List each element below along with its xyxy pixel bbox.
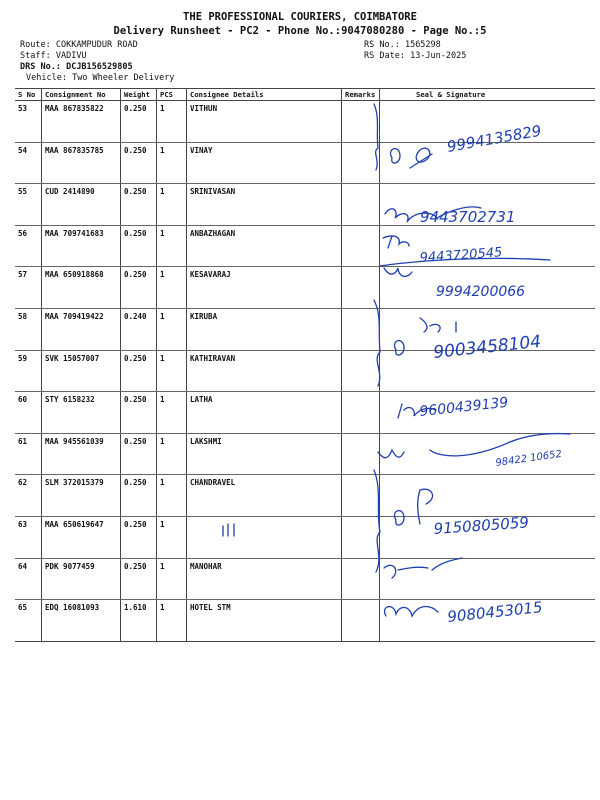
col-remarks-header: Remarks	[342, 89, 380, 100]
route-line	[20, 40, 138, 51]
runsheet-header	[0, 10, 600, 38]
remarks-cell	[342, 559, 380, 600]
consignment-cell-text: CUD 2414890	[45, 187, 95, 197]
weight-cell-text: 0.250	[124, 478, 147, 488]
consignment-cell	[42, 559, 121, 600]
pcs-cell-text: 1	[160, 145, 165, 155]
drs-label: DRS No.:	[20, 62, 61, 72]
pcs-cell	[157, 475, 187, 516]
rs-no-label: RS No.:	[364, 40, 400, 50]
consignment-cell	[42, 392, 121, 433]
weight-cell	[121, 101, 157, 142]
table-header	[15, 89, 595, 101]
weight-cell	[121, 351, 157, 392]
consignee-cell-text: CHANDRAVEL	[190, 478, 236, 488]
weight-cell-text: 0.250	[124, 145, 147, 155]
consignee-cell-text: LAKSHMI	[190, 436, 222, 446]
sno-cell-text: 61	[18, 436, 28, 446]
signature-cell	[380, 226, 595, 267]
col-pcs-header: PCS	[157, 89, 187, 100]
table-row	[15, 434, 595, 476]
remarks-cell	[342, 434, 380, 475]
weight-cell	[121, 600, 157, 641]
table-row	[15, 101, 595, 143]
table-body	[15, 101, 595, 641]
staff-line	[20, 51, 87, 62]
handwritten-phone: 98422 10652	[494, 448, 563, 469]
pcs-cell	[157, 184, 187, 225]
remarks-cell	[342, 600, 380, 641]
weight-cell	[121, 559, 157, 600]
handwritten-phone: 9443702731	[420, 208, 516, 226]
consignee-cell-text: HOTEL STM	[190, 603, 231, 613]
staff-label: Staff:	[20, 51, 51, 61]
sno-cell-text: 65	[18, 603, 28, 613]
consignee-cell	[187, 267, 342, 308]
sno-cell	[15, 475, 42, 516]
consignment-cell-text: MAA 709741683	[45, 228, 104, 238]
pcs-cell-text: 1	[160, 228, 165, 238]
rs-date-value: 13-Jun-2025	[410, 51, 467, 61]
vehicle-value: Two Wheeler Delivery	[72, 73, 175, 83]
consignment-cell	[42, 517, 121, 558]
rs-no-line	[364, 40, 441, 51]
consignment-cell-text: SVK 15057007	[45, 353, 100, 363]
signature-cell	[380, 143, 595, 184]
sno-cell	[15, 184, 42, 225]
weight-cell-text: 0.250	[124, 104, 147, 113]
pcs-cell-text: 1	[160, 353, 165, 363]
table-row	[15, 517, 595, 559]
sno-cell-text: 56	[18, 228, 28, 238]
col-weight-header: Weight	[121, 89, 157, 100]
consignment-cell	[42, 434, 121, 475]
consignee-cell-text: VITHUN	[190, 104, 218, 113]
vehicle-label: Vehicle:	[26, 73, 67, 83]
weight-cell-text: 1.610	[124, 603, 147, 613]
consignee-cell	[187, 309, 342, 350]
pcs-cell	[157, 600, 187, 641]
consignment-cell	[42, 101, 121, 142]
consignment-cell	[42, 226, 121, 267]
table-row	[15, 600, 595, 641]
weight-cell-text: 0.250	[124, 395, 147, 405]
remarks-cell	[342, 267, 380, 308]
handwritten-phone: 9994135829	[445, 121, 543, 156]
sno-cell-text: 62	[18, 478, 28, 488]
consignee-cell-text: ANBAZHAGAN	[190, 228, 236, 238]
consignee-cell	[187, 143, 342, 184]
weight-cell	[121, 475, 157, 516]
signature-cell	[380, 392, 595, 433]
signature-cell	[380, 517, 595, 558]
weight-cell	[121, 226, 157, 267]
signature-cell	[380, 351, 595, 392]
signature-cell	[380, 101, 595, 142]
consignment-cell-text: MAA 867835785	[45, 145, 104, 155]
consignment-cell	[42, 351, 121, 392]
weight-cell-text: 0.250	[124, 270, 147, 280]
table-row	[15, 392, 595, 434]
consignment-cell-text: STY 6158232	[45, 395, 95, 405]
consignment-cell-text: EDQ 16081093	[45, 603, 100, 613]
sno-cell	[15, 517, 42, 558]
signature-cell	[380, 309, 595, 350]
sno-cell-text: 55	[18, 187, 28, 197]
rs-date-line	[364, 51, 466, 62]
consignee-cell	[187, 392, 342, 433]
pcs-cell-text: 1	[160, 519, 165, 529]
weight-cell	[121, 184, 157, 225]
table-row	[15, 475, 595, 517]
weight-cell-text: 0.250	[124, 519, 147, 529]
remarks-cell	[342, 517, 380, 558]
consignee-cell	[187, 559, 342, 600]
sno-cell	[15, 434, 42, 475]
consignment-cell	[42, 267, 121, 308]
col-consignment-header: Consignment No	[42, 89, 121, 100]
signature-cell	[380, 184, 595, 225]
weight-cell-text: 0.250	[124, 561, 147, 571]
company-title: THE PROFESSIONAL COURIERS, COIMBATORE	[183, 11, 417, 23]
col-consignee-header: Consignee Details	[187, 89, 342, 100]
weight-cell-text: 0.250	[124, 353, 147, 363]
weight-cell	[121, 309, 157, 350]
sno-cell	[15, 309, 42, 350]
weight-cell-text: 0.250	[124, 187, 147, 197]
consignment-cell	[42, 184, 121, 225]
consignee-cell-text: LATHA	[190, 395, 213, 405]
weight-cell-text: 0.250	[124, 436, 147, 446]
vehicle-line	[26, 73, 174, 84]
sno-cell-text: 60	[18, 395, 28, 405]
pcs-cell	[157, 517, 187, 558]
pcs-cell-text: 1	[160, 104, 165, 113]
col-signature-header: Seal & Signature	[416, 90, 486, 99]
remarks-cell	[342, 475, 380, 516]
route-value: COKKAMPUDUR ROAD	[55, 40, 138, 50]
runsheet-table	[15, 88, 595, 642]
weight-cell	[121, 434, 157, 475]
sno-cell	[15, 143, 42, 184]
table-row	[15, 267, 595, 309]
consignee-cell	[187, 226, 342, 267]
handwritten-phone: 9150805059	[433, 513, 530, 538]
pcs-cell	[157, 309, 187, 350]
pcs-cell-text: 1	[160, 395, 165, 405]
pcs-cell	[157, 101, 187, 142]
consignment-cell-text: SLM 372015379	[45, 478, 104, 488]
pcs-cell-text: 1	[160, 603, 165, 613]
handwritten-phone: 9003458104	[432, 331, 543, 363]
signature-cell	[380, 267, 595, 308]
weight-cell	[121, 517, 157, 558]
consignment-cell	[42, 600, 121, 641]
consignment-cell	[42, 475, 121, 516]
consignee-cell-text: KIRUBA	[190, 311, 218, 321]
consignee-cell	[187, 101, 342, 142]
rs-no-value: 1565298	[404, 40, 441, 50]
rs-date-label: RS Date:	[364, 51, 405, 61]
drs-value: DCJB156529805	[66, 62, 133, 72]
weight-cell-text: 0.250	[124, 228, 147, 238]
consignee-cell-text: MANOHAR	[190, 561, 222, 571]
sno-cell-text: 64	[18, 561, 28, 571]
sno-cell-text: 54	[18, 145, 28, 155]
table-row	[15, 351, 595, 393]
staff-value: VADIVU	[55, 51, 87, 61]
sno-cell-text: 59	[18, 353, 28, 363]
pcs-cell	[157, 559, 187, 600]
signature-cell	[380, 600, 595, 641]
handwritten-phone: 9600439139	[418, 394, 510, 420]
sno-cell	[15, 351, 42, 392]
consignee-cell-text: SRINIVASAN	[190, 187, 236, 197]
remarks-cell	[342, 392, 380, 433]
table-row	[15, 184, 595, 226]
handwritten-phone: 9443720545	[419, 245, 503, 266]
sno-cell	[15, 559, 42, 600]
sno-cell-text: 63	[18, 519, 28, 529]
remarks-cell	[342, 143, 380, 184]
table-row	[15, 309, 595, 351]
sno-cell	[15, 267, 42, 308]
sno-cell-text: 58	[18, 311, 28, 321]
pcs-cell	[157, 143, 187, 184]
route-label: Route:	[20, 40, 51, 50]
sno-cell	[15, 392, 42, 433]
consignee-cell	[187, 351, 342, 392]
consignee-cell	[187, 184, 342, 225]
consignee-cell-text: KESAVARAJ	[190, 270, 231, 280]
consignee-cell	[187, 434, 342, 475]
col-sno-header: S No	[15, 89, 42, 100]
consignment-cell	[42, 309, 121, 350]
consignment-cell	[42, 143, 121, 184]
sno-cell	[15, 600, 42, 641]
pcs-cell-text: 1	[160, 187, 165, 197]
consignment-cell-text: MAA 867835822	[45, 104, 104, 113]
remarks-cell	[342, 226, 380, 267]
remarks-cell	[342, 351, 380, 392]
pcs-cell-text: 1	[160, 436, 165, 446]
table-row	[15, 559, 595, 601]
table-row	[15, 226, 595, 268]
sno-cell-text: 57	[18, 270, 28, 280]
pcs-cell-text: 1	[160, 311, 165, 321]
weight-cell	[121, 267, 157, 308]
remarks-cell	[342, 101, 380, 142]
handwritten-phone: 9994200066	[436, 284, 526, 300]
weight-cell-text: 0.240	[124, 311, 147, 321]
signature-cell	[380, 434, 595, 475]
signature-cell	[380, 475, 595, 516]
pcs-cell-text: 1	[160, 478, 165, 488]
remarks-cell	[342, 309, 380, 350]
consignment-cell-text: MAA 650918868	[45, 270, 104, 280]
sno-cell-text: 53	[18, 104, 28, 113]
consignment-cell-text: MAA 709419422	[45, 311, 104, 321]
consignee-cell	[187, 475, 342, 516]
remarks-cell	[342, 184, 380, 225]
consignee-cell-text: KATHIRAVAN	[190, 353, 236, 363]
pcs-cell	[157, 351, 187, 392]
weight-cell	[121, 143, 157, 184]
pcs-cell	[157, 434, 187, 475]
drs-line	[20, 62, 133, 73]
runsheet-title: Delivery Runsheet - PC2 - Phone No.:9047080280 - Page No.:5	[113, 25, 487, 37]
weight-cell	[121, 392, 157, 433]
consignment-cell-text: PDK 9077459	[45, 561, 95, 571]
pcs-cell-text: 1	[160, 561, 165, 571]
consignment-cell-text: MAA 650619647	[45, 519, 104, 529]
consignment-cell-text: MAA 945561039	[45, 436, 104, 446]
sno-cell	[15, 226, 42, 267]
consignee-cell	[187, 517, 342, 558]
pcs-cell	[157, 267, 187, 308]
handwritten-phone: 9080453015	[446, 598, 544, 626]
pcs-cell	[157, 226, 187, 267]
pcs-cell	[157, 392, 187, 433]
consignee-cell-text: VINAY	[190, 145, 213, 155]
sno-cell	[15, 101, 42, 142]
consignee-cell	[187, 600, 342, 641]
pcs-cell-text: 1	[160, 270, 165, 280]
signature-cell	[380, 559, 595, 600]
table-row	[15, 143, 595, 185]
